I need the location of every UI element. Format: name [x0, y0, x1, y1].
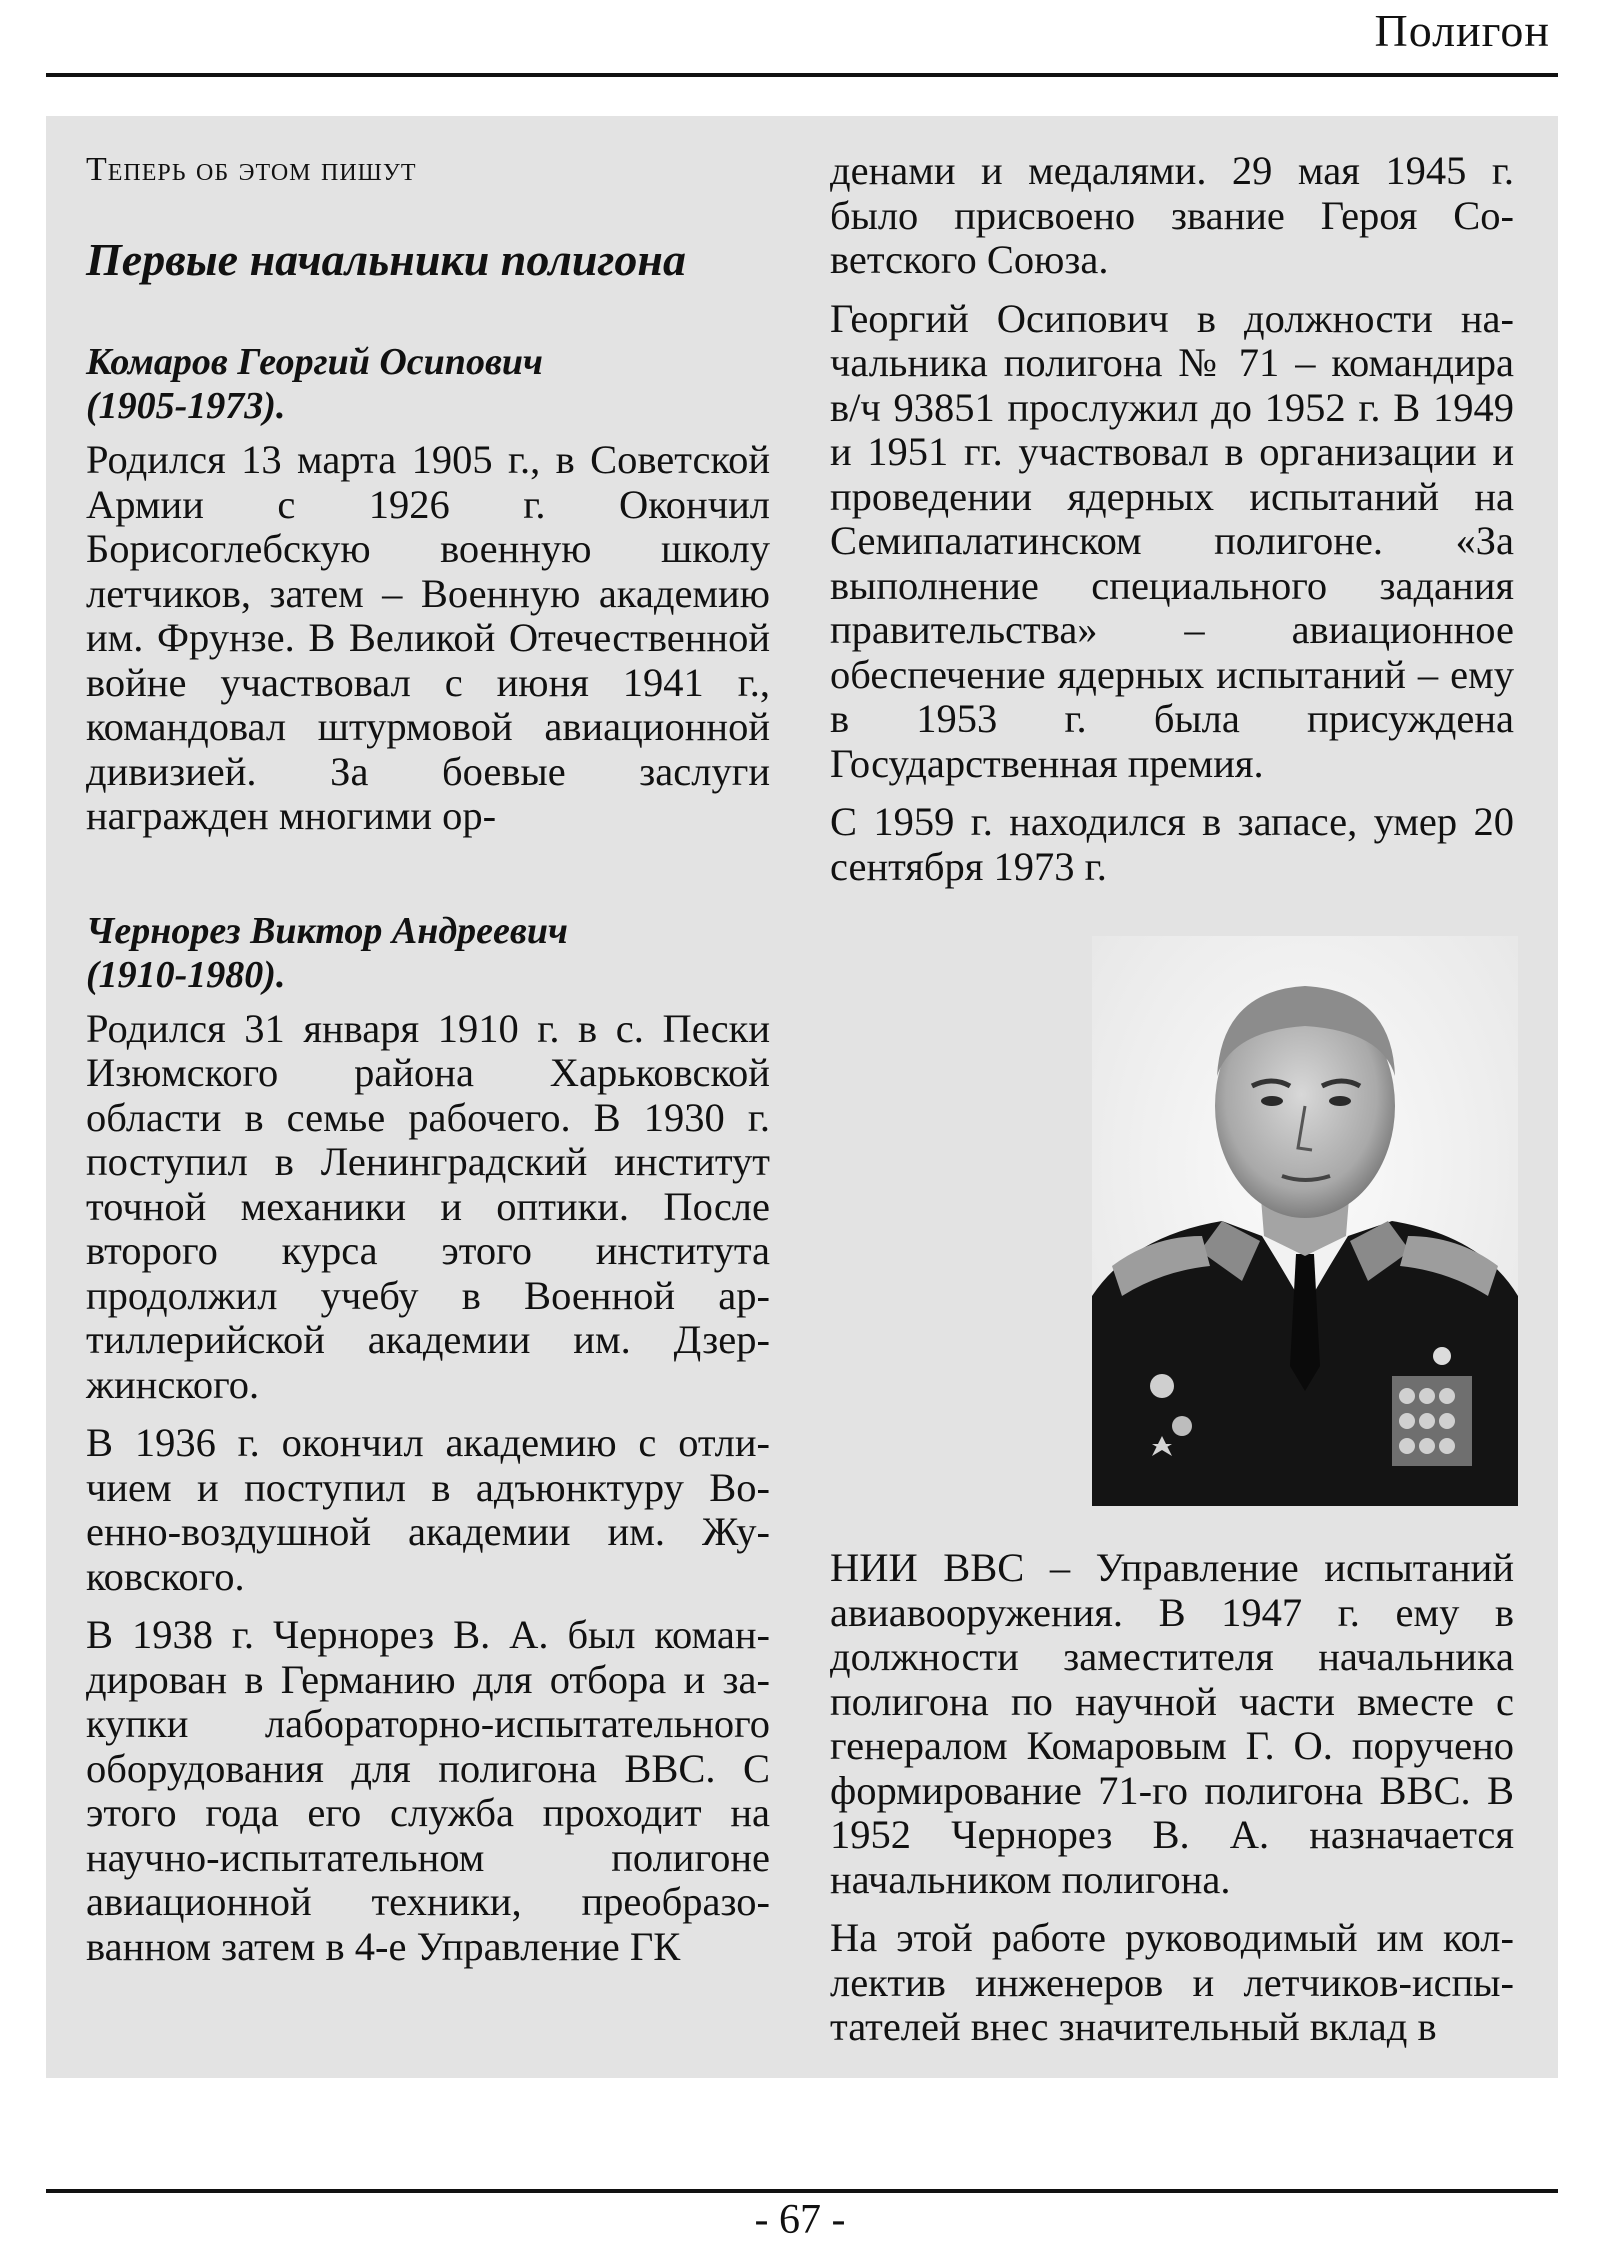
person2-heading: [86, 909, 770, 997]
person1-paragraph-1-part-b: денами и медалями. 29 мая 1945 г. было присвоено звание Героя Советского Союза.: [830, 148, 1514, 282]
person1-years: (1905-1973).: [86, 385, 286, 427]
footer-rule: [46, 2189, 1558, 2193]
person1-name: Комаров Георгий Осипович: [86, 341, 544, 383]
header-rule: [46, 73, 1558, 77]
section-label: Теперь об этом пишут: [86, 151, 417, 188]
right-column: [830, 149, 1514, 2064]
person1-paragraph-2: Георгий Осипович в должности начальника полигона № 71 – командира в/ч 93851 прослужил до 1952 г. В 1949 и 1951 гг. участвовал в организации и проведении ядерных испытаний на Семипалатинском полигоне. «За выполнение специального задания правительства» – авиационное обеспечение ядерных испытаний – ему в 1953 г. была присуждена Государственная премия.: [830, 295, 1514, 786]
person2-name: Чернорез Виктор Андреевич: [86, 909, 568, 952]
person1-paragraph-1-part-a: Родился 13 марта 1905 г., в Советской Армии с 1926 г. Окончил Борисоглебскую военную школу летчиков, затем – Военную академию им. Фрунзе. В Великой Отечественной войне участвовал с июня 1941 г., командовал штурмовой авиационной дивизией. За боевые заслуги награжден многими ор-: [86, 437, 770, 838]
portrait-photo: [1092, 936, 1518, 1506]
person2-paragraph-4: На этой работе руководимый им коллектив инженеров и летчиков-испытателей внес значительный вклад в: [830, 1915, 1514, 2049]
left-column: [86, 150, 770, 1969]
person2-paragraph-3-part-b: НИИ ВВС – Управление испытаний авиавооружения. В 1947 г. ему в должности заместителя начальника полигона по научной части вместе с генералом Комаровым Г. О. поручено формирование 71-го полигона ВВС. В 1952 Чернорез В. А. назначается начальником полигона.: [830, 1545, 1514, 1902]
running-title: Полигон: [1374, 5, 1550, 56]
person2-paragraph-3-part-a: В 1938 г. Чернорез В. А. был командирован в Германию для отбора и закупки лабораторно-испытательного оборудования для полигона ВВС. С этого года его служба проходит на научно-испытательном полигоне авиационной техники, преобразованном затем в 4-е Управление ГК: [86, 1612, 770, 1969]
person2-paragraph-1: Родился 31 января 1910 г. в с. Пески Изюмского района Харьковской области в семье рабочего. В 1930 г. поступил в Ленинградский институт точной механики и оптики. После второго курса этого института продолжил учебу в Военной артиллерийской академии им. Дзержинского.: [86, 1005, 770, 1407]
page-number: - 67 -: [754, 2197, 846, 2243]
article-title: Первые начальники полигона: [86, 234, 686, 285]
person1-paragraph-3: С 1959 г. находился в запасе, умер 20 сентября 1973 г.: [830, 799, 1514, 889]
person2-years: (1910-1980).: [86, 953, 286, 996]
person2-paragraph-2: В 1936 г. окончил академию с отличием и поступил в адъюнктуру Военно-воздушной академии им. Жуковского.: [86, 1420, 770, 1599]
person1-heading: [86, 340, 770, 428]
portrait-illustration: [1092, 936, 1518, 1506]
